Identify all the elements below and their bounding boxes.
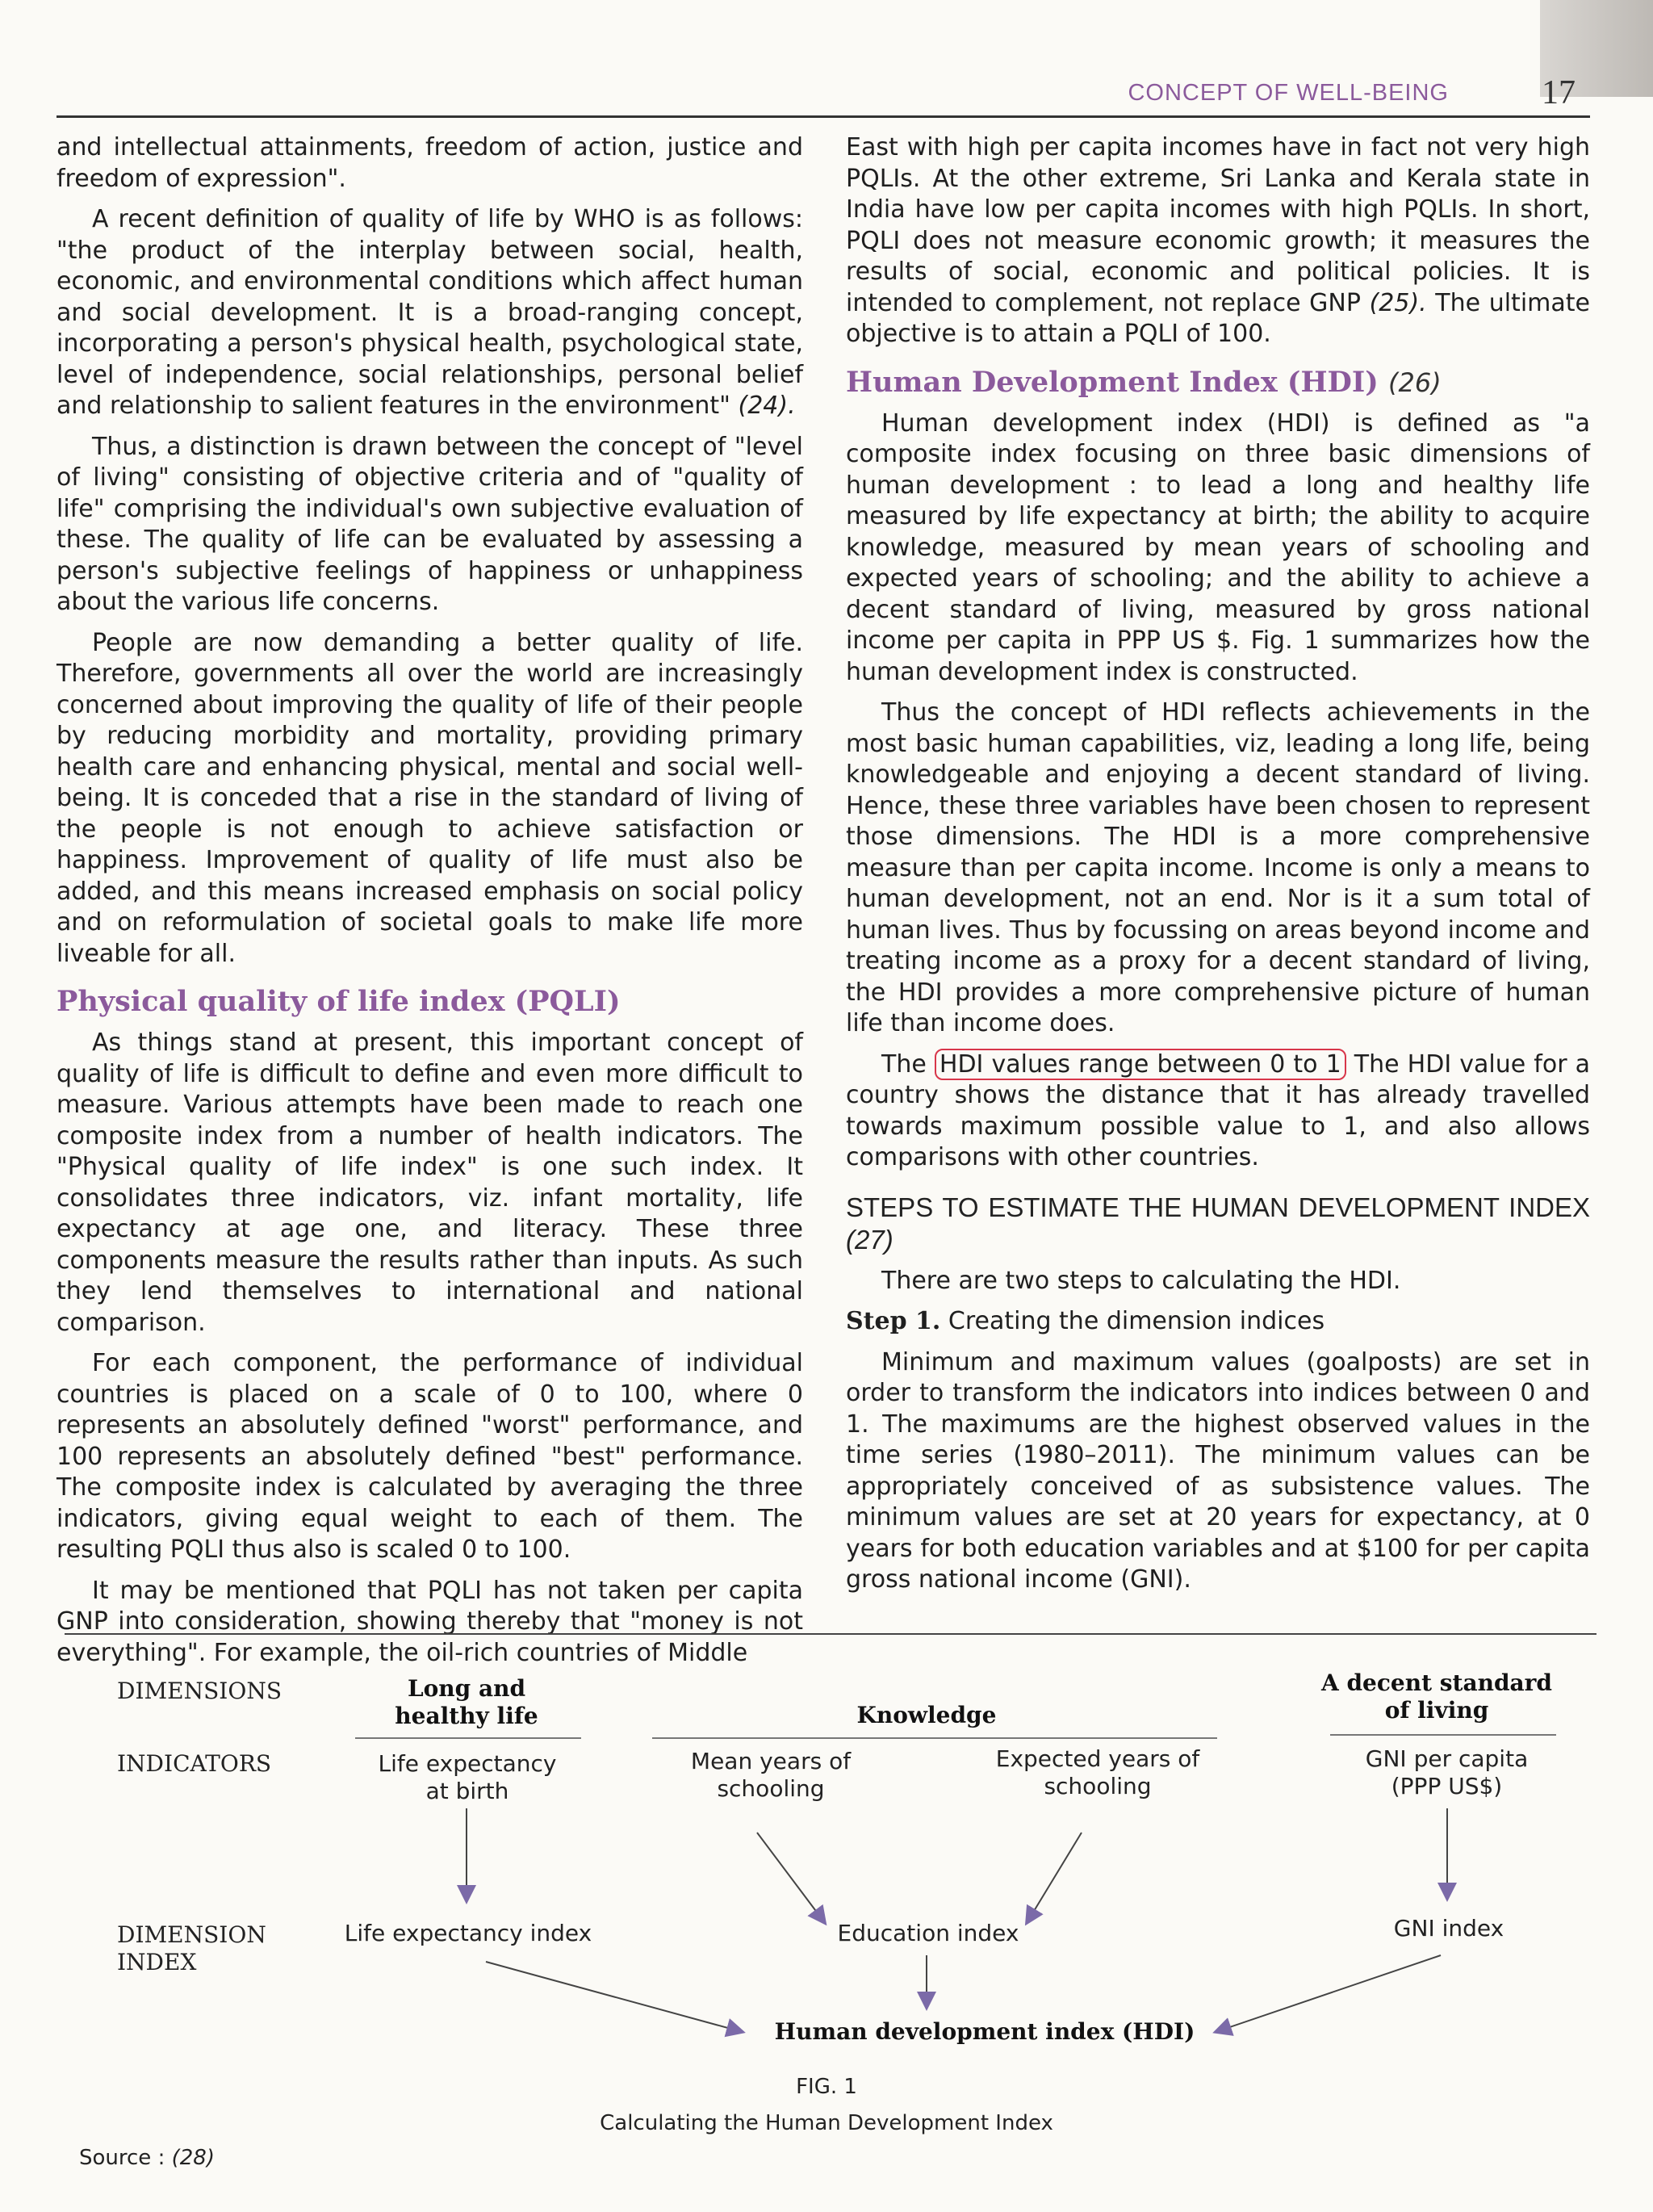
paragraph: Thus, a distinction is drawn between the concept of "level of living" consisting of objective criteria and of "quality of life" comprising the individual's own subjective evaluation of these. The quality of life can be evaluated by assessing a person's subjective feelings of happiness or unhappiness about the various life concerns. xyxy=(56,432,803,616)
index-education: Education index xyxy=(837,1920,1019,1946)
dimension-decent-standard: A decent standard of living xyxy=(1320,1669,1552,1724)
paragraph-text: The xyxy=(881,1049,935,1079)
citation: (24). xyxy=(738,392,796,420)
hdi-box-label: Human development index (HDI) xyxy=(774,2018,1195,2045)
paragraph xyxy=(846,1049,1590,1174)
heading-text: STEPS TO ESTIMATE THE HUMAN DEVELOPMENT INDEX xyxy=(846,1192,1590,1222)
source-citation: (28) xyxy=(171,2146,215,2170)
heading-text: Human Development Index (HDI) xyxy=(846,365,1379,399)
citation: (25). xyxy=(1369,288,1427,317)
dimension-underline xyxy=(1330,1734,1556,1736)
arrow-expected xyxy=(1027,1833,1082,1923)
step-label: Step 1. xyxy=(846,1307,941,1335)
paragraph: As things stand at present, this important concept of quality of life is difficult to define and even more difficult to measure. Various attempts have been made to reach one composite index from a number of health indicators. The "Physical quality of life index" is one such index. It consolidates three indicators, viz. infant mortality, life expectancy at age one, and literacy. These three components measure the results rather than inputs. As such they lend themselves to international and national comparison. xyxy=(56,1028,803,1337)
paragraph xyxy=(846,132,1590,350)
step-text: Creating the dimension indices xyxy=(940,1307,1325,1335)
paragraph: Thus the concept of HDI reflects achievements in the most basic human capabilities, viz, leading a long life, being knowledgeable and enjoying a decent standard of living. Hence, these three variables have been chosen to represent those dimensions. The HDI is a more comprehensive measure than per capita income. Income is only a means to human development, not an end. Nor is it a sum total of human lives. Thus by focussing on areas beyond income and treating income as a proxy for a decent standard of living, the HDI provides a more comprehensive picture of human life than income does. xyxy=(846,698,1590,1037)
dimension-long-healthy-life: Long and healthy life xyxy=(395,1675,538,1729)
arrow-gni-hdi xyxy=(1216,1955,1441,2032)
section-heading-steps xyxy=(846,1192,1590,1256)
indicator-expected-years: Expected years of schooling xyxy=(995,1745,1200,1799)
dimension-underline xyxy=(652,1737,1217,1739)
section-heading-pqli: Physical quality of life index (PQLI) xyxy=(56,985,621,1018)
running-title: CONCEPT OF WELL-BEING xyxy=(1128,80,1449,106)
paragraph-text: A recent definition of quality of life by WHO is as follows: "the product of the interplay between social, health, economic, and environmental conditions which affect human and social development. It is a broad-ranging concept, incorporating a person's physical health, psychological state, level of independence, social relationships, personal belief and relationship to salient features in the environment" xyxy=(56,205,803,420)
paragraph: and intellectual attainments, freedom of action, justice and freedom of expression". xyxy=(56,133,803,193)
section-heading-hdi xyxy=(846,365,1590,400)
hdi-figure xyxy=(0,1639,1653,2204)
figure-number: FIG. 1 xyxy=(796,2075,857,2099)
dimension-knowledge: Knowledge xyxy=(856,1702,997,1728)
paragraph: People are now demanding a better quality of life. Therefore, governments all over the world are increasingly concerned about improving the quality of life of their people by reducing morbidity and mortality, providing primary health care and enhancing physical, mental and social well-being. It is conceded that a rise in the standard of living of the people is not enough to achieve satisfaction or happiness. Improvement of quality of life must also be added, and this means increased emphasis on social policy and on reformulation of societal goals to make life more liveable for all. xyxy=(56,628,803,968)
dimension-underline xyxy=(355,1737,581,1739)
annotated-box: HDI values range between 0 to 1 xyxy=(935,1049,1346,1080)
indicator-gni: GNI per capita (PPP US$) xyxy=(1365,1745,1529,1799)
arrow-life-hdi xyxy=(486,1962,743,2032)
paragraph: For each component, the performance of individual countries is placed on a scale of 0 to 100, where 0 represents an absolutely defined "worst" performance, and 100 represents an absolutely defined "best" performance. The composite index is calculated by averaging the three indicators, giving equal weight to each of them. The resulting PQLI thus also is scaled 0 to 100. xyxy=(56,1349,803,1564)
paragraph-text: The ultimate objective is to attain a PQLI of 100. xyxy=(846,288,1590,348)
running-header xyxy=(56,74,1590,118)
paragraph: Human development index (HDI) is defined as "a composite index focusing on three basic dimensions of human development : to lead a long and healthy life measured by life expectancy at birth; the ability to acquire knowledge, measured by mean years of schooling and expected years of schooling; and the ability to achieve a decent standard of living, measured by gross national income per capita in PPP US $. Fig. 1 summarizes how the human development index is constructed. xyxy=(846,408,1590,686)
arrow-mean xyxy=(757,1833,825,1923)
citation: (26) xyxy=(1388,367,1442,398)
paragraph xyxy=(56,204,803,422)
indicator-life-expectancy: Life expectancy at birth xyxy=(378,1750,557,1804)
indicator-mean-years: Mean years of schooling xyxy=(690,1748,852,1802)
row-label-dimensions: DIMENSIONS xyxy=(117,1678,282,1704)
figure-top-rule xyxy=(65,1633,1597,1635)
figure-caption: Calculating the Human Development Index xyxy=(600,2111,1053,2135)
step-line xyxy=(846,1306,1590,1338)
right-column xyxy=(846,132,1590,1606)
index-life-expectancy: Life expectancy index xyxy=(344,1920,592,1946)
paragraph: There are two steps to calculating the HDI. xyxy=(881,1266,1401,1295)
page-number: 17 xyxy=(1542,74,1576,111)
source-line xyxy=(79,2146,215,2170)
paragraph-text: The HDI value for a country shows the distance that it has already travelled towards maximum possible value to 1, and also allows comparisons with other countries. xyxy=(846,1049,1591,1171)
index-gni: GNI index xyxy=(1393,1915,1504,1942)
row-label-indicators: INDICATORS xyxy=(117,1750,272,1777)
row-label-dimension-index: DIMENSION INDEX xyxy=(117,1921,266,1975)
source-label: Source : xyxy=(79,2146,172,2170)
paragraph: It may be mentioned that PQLI has not taken per capita GNP into consideration, showing thereby that "money is not everything". For example, the oil-rich countries of Middle xyxy=(56,1576,803,1667)
left-column xyxy=(56,132,803,1678)
citation: (27) xyxy=(846,1224,893,1255)
paragraph-text: East with high per capita incomes have in fact not very high PQLIs. At the other extreme, Sri Lanka and Kerala state in India have low per capita incomes with high PQLIs. In short, PQLI does not measure economic growth; it measures the results of social, economic and political policies. It is intended to complement, not replace GNP xyxy=(846,133,1590,317)
paragraph: Minimum and maximum values (goalposts) are set in order to transform the indicators into indices between 0 and 1. The maximums are the highest observed values in the time series (1980–2011). The minimum values can be appropriately conceived of as subsistence values. The minimum values are set at 20 years for expectancy, at 0 years for both education variables and at $100 for per capita gross national income (GNI). xyxy=(846,1347,1590,1594)
